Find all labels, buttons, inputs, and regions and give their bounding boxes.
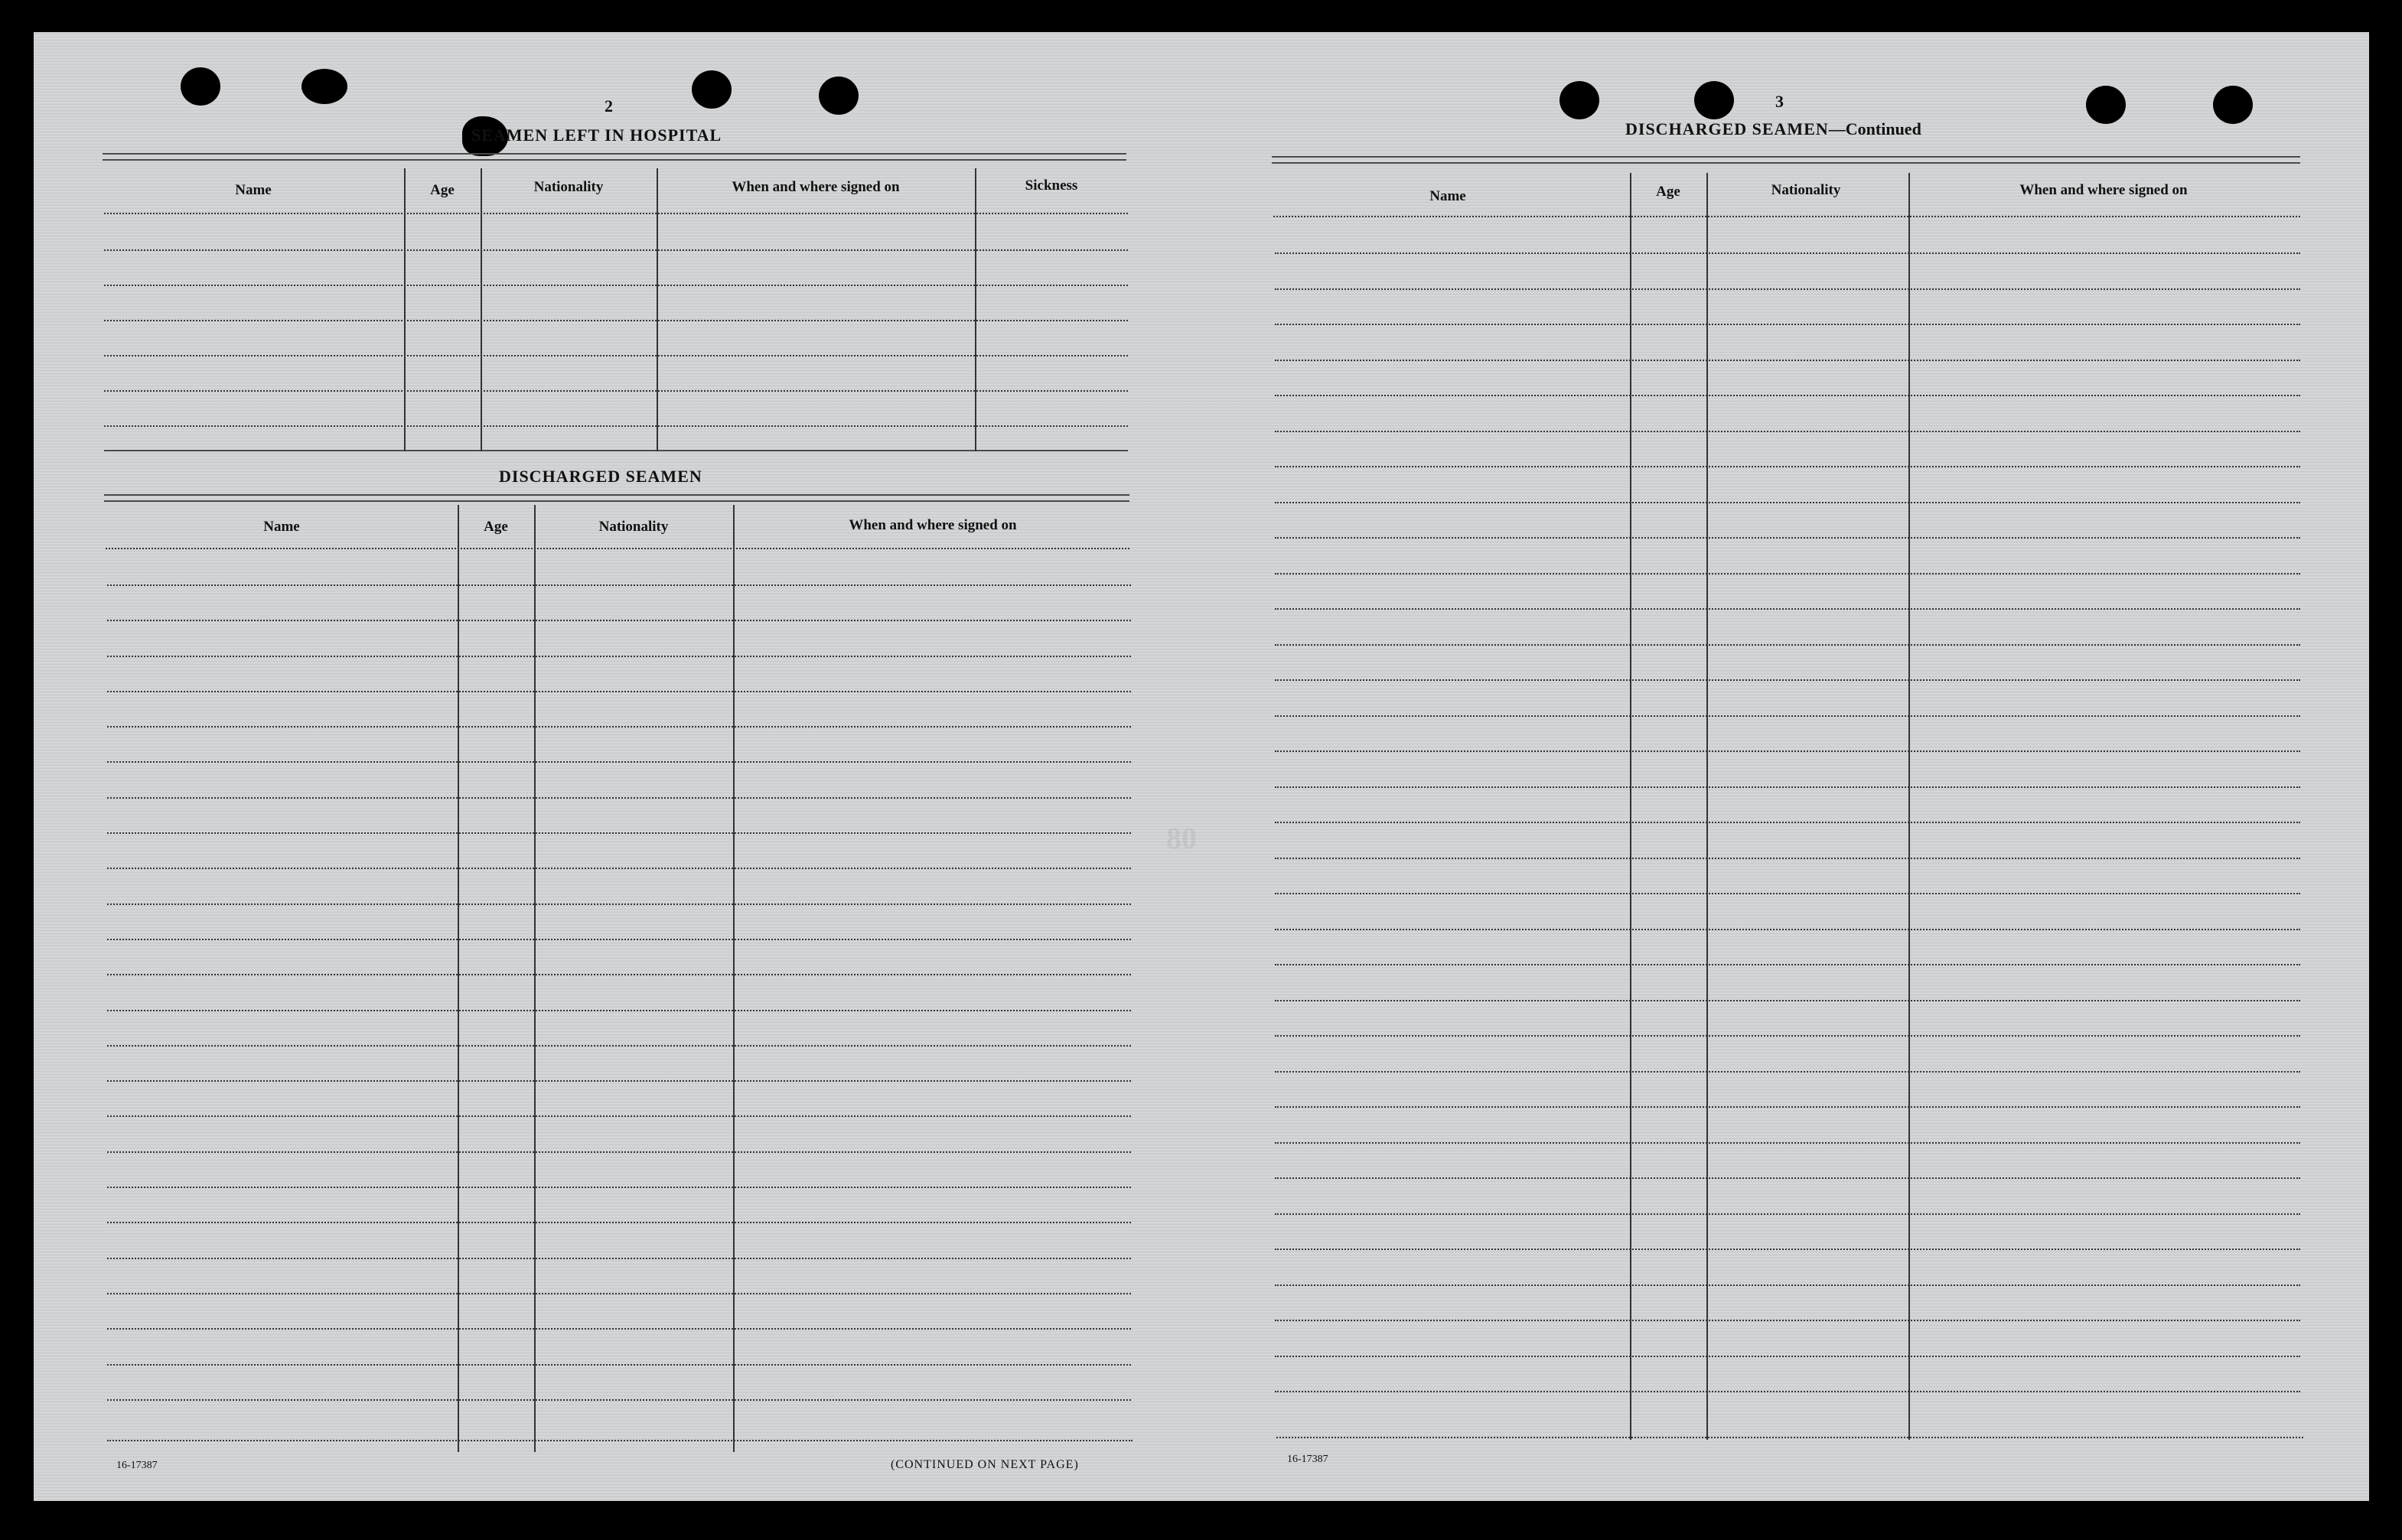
column-divider: [458, 505, 459, 1452]
row-line: [107, 939, 1131, 940]
row-line: [107, 1187, 1131, 1188]
row-line: [1275, 679, 2300, 681]
row-line: [104, 390, 1128, 392]
row-line: [107, 1222, 1131, 1223]
row-line: [1275, 1213, 2300, 1215]
section-rule: [104, 494, 1129, 502]
row-line: [1275, 858, 2300, 859]
column-divider: [534, 505, 536, 1452]
row-line: [1275, 1142, 2300, 1144]
row-line: [1275, 1000, 2300, 1001]
row-line: [104, 355, 1128, 357]
row-line: [1275, 1249, 2300, 1250]
row-line: [1275, 964, 2300, 965]
row-line: [1275, 288, 2300, 290]
row-line: [1275, 929, 2300, 930]
row-line: [107, 1364, 1131, 1366]
row-line: [1275, 1035, 2300, 1037]
row-line: [1275, 573, 2300, 575]
row-line: [104, 320, 1128, 321]
punch-hole: [2086, 86, 2126, 124]
punch-hole: [692, 70, 732, 109]
column-header-name: Name: [235, 182, 272, 198]
column-header-name: Name: [263, 519, 300, 535]
column-divider: [657, 168, 658, 451]
row-line: [1276, 1437, 2303, 1438]
hospital-section-title: SEAMEN LEFT IN HOSPITAL: [471, 125, 722, 145]
row-line: [107, 1399, 1131, 1401]
row-line: [1275, 1177, 2300, 1179]
row-line: [107, 620, 1131, 621]
column-divider: [975, 168, 976, 451]
punch-hole: [1560, 81, 1599, 119]
row-line: [1275, 466, 2300, 467]
row-line: [1275, 715, 2300, 717]
row-line: [1275, 395, 2300, 396]
row-line: [1275, 644, 2300, 646]
column-header-nationality: Nationality: [1771, 182, 1841, 198]
punch-hole: [181, 67, 220, 106]
column-header-when-where: When and where signed on: [849, 517, 1017, 533]
column-header-age: Age: [430, 182, 455, 198]
column-header-nationality: Nationality: [533, 179, 604, 195]
section-rule: [1272, 156, 2300, 164]
row-line: [1275, 1391, 2300, 1392]
row-line: [1275, 1071, 2300, 1073]
row-line: [1275, 750, 2300, 752]
row-line: [1275, 537, 2300, 539]
page-number: 2: [605, 96, 613, 116]
punch-hole: [819, 77, 859, 115]
row-line: [107, 691, 1131, 692]
row-line: [107, 797, 1131, 799]
form-number: 16-17387: [116, 1460, 158, 1471]
row-line: [1275, 360, 2300, 361]
row-line: [1275, 893, 2300, 894]
row-line: [1275, 608, 2300, 610]
column-divider: [733, 505, 735, 1452]
ledger-sheet: [34, 32, 2369, 1501]
row-line: [107, 584, 1131, 586]
title-main: DISCHARGED SEAMEN: [1625, 119, 1829, 138]
row-line: [107, 868, 1131, 869]
row-line: [1273, 216, 2300, 217]
row-line: [1275, 786, 2300, 788]
title-suffix: —Continued: [1828, 119, 1921, 138]
continued-note: (CONTINUED ON NEXT PAGE): [891, 1458, 1079, 1471]
row-line: [107, 726, 1131, 728]
row-line: [1275, 1320, 2300, 1321]
column-header-nationality: Nationality: [598, 519, 669, 535]
row-line: [107, 1293, 1131, 1294]
row-line: [1275, 1284, 2300, 1286]
row-line: [104, 285, 1128, 286]
row-line: [1275, 822, 2300, 823]
row-line: [107, 656, 1131, 657]
row-line: [107, 903, 1131, 905]
row-line: [1275, 431, 2300, 432]
row-line: [1275, 324, 2300, 325]
row-line: [1275, 1106, 2300, 1108]
row-line: [107, 1045, 1131, 1047]
row-line: [107, 1258, 1131, 1259]
row-line: [107, 832, 1131, 834]
bleed-through-mark: 80: [1166, 821, 1197, 855]
column-header-when-where: When and where signed on: [2019, 182, 2188, 198]
row-line: [107, 1080, 1131, 1082]
row-line: [107, 974, 1131, 975]
page-number: 3: [1775, 92, 1784, 111]
row-line: [104, 249, 1128, 251]
row-line: [107, 1115, 1131, 1117]
punch-hole: [2213, 86, 2253, 124]
column-header-age: Age: [484, 519, 508, 535]
row-line: [1275, 1356, 2300, 1357]
section-rule: [103, 153, 1126, 161]
column-header-name: Name: [1429, 188, 1466, 204]
punch-hole: [1694, 81, 1734, 119]
column-divider: [481, 168, 482, 451]
row-line: [104, 213, 1128, 214]
discharged-continued-title: [1625, 119, 1921, 139]
column-header-when-where: When and where signed on: [732, 179, 900, 195]
row-line: [104, 425, 1128, 427]
row-line: [106, 548, 1129, 549]
row-line: [107, 1151, 1131, 1153]
column-header-sickness: Sickness: [1025, 177, 1078, 194]
punch-hole: [301, 69, 347, 104]
discharged-section-title: DISCHARGED SEAMEN: [499, 467, 702, 486]
form-number: 16-17387: [1287, 1454, 1328, 1465]
column-header-age: Age: [1656, 184, 1680, 200]
row-line: [107, 1010, 1131, 1011]
row-line: [1275, 502, 2300, 503]
row-line: [107, 1440, 1133, 1441]
row-line: [107, 1328, 1131, 1330]
row-line: [1275, 252, 2300, 254]
column-divider: [404, 168, 406, 451]
row-line: [107, 761, 1131, 763]
